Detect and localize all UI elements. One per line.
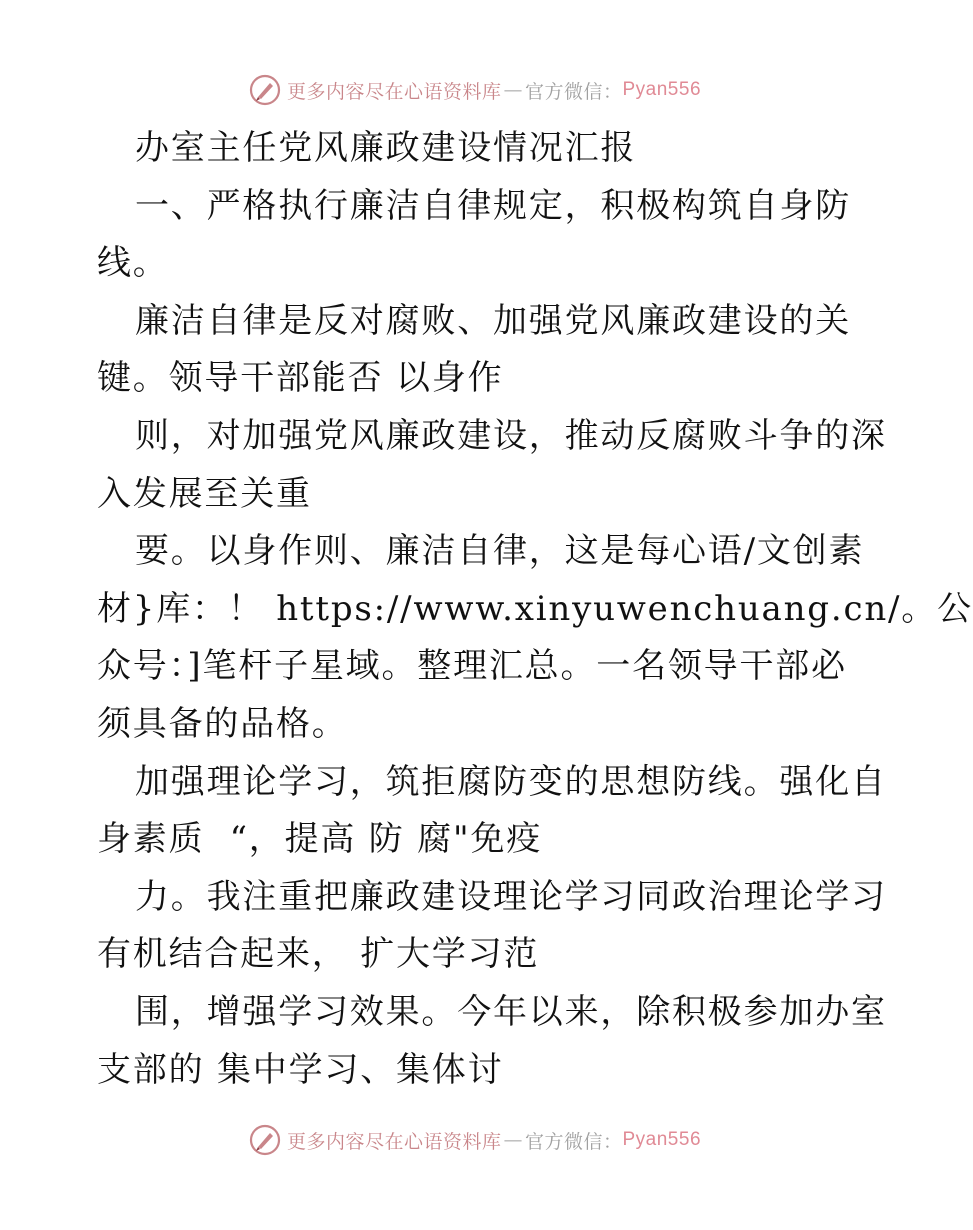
watermark-wechat-id: Pyan556 xyxy=(622,1129,702,1150)
watermark-dash: — xyxy=(503,79,523,101)
quill-logo-icon xyxy=(249,1124,281,1156)
document-body xyxy=(97,120,973,1099)
text-line: 廉洁自律是反对腐败、加强党风廉政建设的关 xyxy=(135,300,851,341)
text-line: 键。领导干部能否 以身作 xyxy=(97,358,504,399)
text-line: 入发展至关重 xyxy=(97,473,312,514)
text-line: 围，增强学习效果。今年以来，除积极参加办室 xyxy=(135,991,887,1032)
document-title: 办室主任党风廉政建设情况汇报 xyxy=(135,128,637,168)
text-line: 材}库：！ https://www.xinyuwenchuang.cn/。公 xyxy=(97,588,973,629)
watermark-official-label: 官方微信： xyxy=(524,1130,623,1153)
text-line: 支部的 集中学习、集体讨 xyxy=(97,1049,504,1090)
text-line: 则，对加强党风廉政建设，推动反腐败斗争的深 xyxy=(135,415,887,456)
watermark-official-label: 官方微信： xyxy=(524,80,623,103)
text-line: 力。我注重把廉政建设理论学习同政治理论学习 xyxy=(135,876,887,917)
footer-watermark xyxy=(0,1120,950,1160)
watermark-text: 更多内容尽在心语资料库 xyxy=(286,80,502,103)
text-line: 有机结合起来， 扩大学习范 xyxy=(97,934,540,975)
watermark-wechat-id: Pyan556 xyxy=(622,79,702,100)
text-line: 要。以身作则、廉洁自律，这是每心语/文创素 xyxy=(135,531,865,572)
text-line: 一、严格执行廉洁自律规定，积极构筑自身防 xyxy=(135,185,851,226)
text-line: 身素质 “，提高 防 腐"免疫 xyxy=(97,819,543,860)
text-line: 须具备的品格。 xyxy=(97,703,348,744)
header-watermark xyxy=(0,70,950,110)
quill-logo-icon xyxy=(249,74,281,106)
text-line: 加强理论学习，筑拒腐防变的思想防线。强化自 xyxy=(135,761,887,802)
watermark-text: 更多内容尽在心语资料库 xyxy=(286,1130,502,1153)
text-line: 众号：]笔杆子星域。整理汇总。一名领导干部必 xyxy=(97,646,847,687)
watermark-dash: — xyxy=(503,1129,523,1151)
text-line: 线。 xyxy=(97,243,169,284)
